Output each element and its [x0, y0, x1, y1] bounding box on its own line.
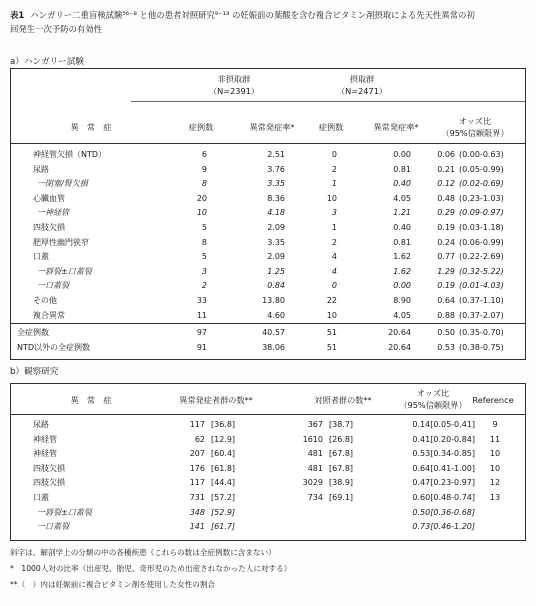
section-a-heading: a）ハンガリー試験: [10, 57, 85, 67]
rate-unexposed: 3.35: [267, 237, 285, 247]
rate-unexposed: 2.51: [267, 150, 285, 159]
case-count: 731: [189, 493, 205, 502]
confidence-interval: (0.05-0.99): [459, 164, 504, 174]
reference-number: 10: [489, 463, 501, 473]
odds-ratio-ci: 0.53[0.34-0.85]: [412, 449, 475, 459]
anomaly-name: 四肢欠損: [33, 223, 65, 232]
reference-number: 10: [489, 449, 501, 459]
odds-ratio: 0.24: [437, 237, 455, 247]
reference-number: 11: [489, 434, 501, 444]
confidence-interval: (0.23-1.03): [459, 193, 504, 203]
rate-unexposed: 8.36: [267, 193, 285, 203]
total-cases-unexposed: 91: [196, 343, 207, 352]
table-row: [11, 147, 525, 162]
table-row: [11, 446, 525, 461]
confidence-interval: (0.02-0.69): [459, 179, 504, 189]
rate-exposed: 0.40: [393, 179, 411, 189]
rate-exposed: 1.62: [393, 266, 411, 276]
rate-unexposed: 3.76: [267, 164, 285, 174]
observational-studies-table: [10, 383, 526, 541]
table-row: [11, 461, 525, 476]
odds-ratio-ci: 0.60[0.48-0.74]: [412, 493, 475, 502]
case-proportion: [36.8]: [211, 420, 236, 429]
control-count: 734: [307, 493, 323, 502]
cases-unexposed: 2: [201, 281, 207, 291]
table-row: [11, 235, 525, 250]
footnote-rate: * 1000人対の比率（出産児、胎児、奇形児のため出産されなかった人に対する）: [10, 564, 292, 573]
odds-ratio-ci: 0.73[0.46-1.20]: [412, 522, 475, 532]
control-proportion: [26.8]: [329, 434, 354, 444]
total-rate-exposed: 20.64: [388, 343, 411, 352]
rate-exposed: 8.90: [393, 296, 411, 305]
case-count: 62: [194, 434, 205, 444]
odds-ratio: 0.64: [437, 296, 455, 305]
control-proportion: [67.8]: [329, 449, 354, 459]
b-col-or-header: オッズ比: [416, 388, 450, 398]
odds-ratio-ci: 0.41[0.20-0.84]: [412, 434, 475, 444]
cases-unexposed: 5: [201, 223, 207, 232]
table-row: [11, 475, 525, 490]
cases-unexposed: 9: [201, 164, 207, 174]
anomaly-name: 尿路: [33, 420, 49, 429]
case-proportion: [52.9]: [211, 507, 236, 517]
case-proportion: [44.4]: [211, 478, 236, 488]
confidence-interval: (0.00-0.63): [459, 150, 504, 159]
odds-ratio-ci: 0.47[0.23-0.97]: [412, 478, 475, 488]
reference-number: 9: [492, 420, 498, 429]
cases-exposed: 0: [331, 281, 337, 291]
total-odds-ratio: 0.53: [437, 343, 455, 352]
confidence-interval: (0.37-2.07): [459, 310, 504, 320]
case-proportion: [57.2]: [211, 493, 236, 502]
anomaly-name: 口蓋: [33, 252, 49, 262]
anomaly-name: 口蓋: [33, 493, 49, 502]
cases-unexposed: 20: [196, 193, 207, 203]
case-count: 348: [189, 507, 205, 517]
anomaly-name: 四肢欠損: [33, 463, 65, 473]
b-col-ctrl-header: 対照者群の数**: [314, 395, 372, 405]
odds-ratio: 0.88: [437, 310, 455, 320]
control-proportion: [38.7]: [329, 420, 354, 429]
rate-unexposed: 2.09: [267, 223, 285, 232]
control-count: 367: [307, 420, 323, 429]
cases-exposed: 1: [331, 179, 337, 189]
hungarian-trial-table: [10, 68, 526, 360]
col-or-header: オッズ比: [458, 116, 492, 126]
case-proportion: [61.7]: [211, 522, 236, 532]
rate-unexposed: 0.84: [267, 281, 285, 291]
rate-unexposed: 2.09: [267, 252, 285, 262]
odds-ratio-ci: 0.50[0.36-0.68]: [412, 507, 475, 517]
b-col-or-ci-header: （95%信頼限界）: [399, 400, 467, 410]
header-rule: [11, 143, 525, 144]
table-row: [11, 519, 525, 534]
total-name: 全症例数: [17, 328, 49, 337]
cases-exposed: 10: [326, 310, 337, 320]
group2-n: （N=2471）: [336, 86, 388, 96]
totals-rule: [11, 323, 525, 324]
table-row: [11, 264, 525, 279]
rate-exposed: 1.21: [393, 208, 411, 218]
total-row: [11, 325, 525, 340]
anomaly-name: 神経管欠損（NTD）: [33, 150, 107, 159]
total-rate-unexposed: 40.57: [262, 328, 285, 337]
cases-unexposed: 5: [201, 252, 207, 262]
group1-label: 非摂取群: [217, 74, 251, 84]
rate-unexposed: 4.18: [267, 208, 285, 218]
anomaly-name: 心臓血管: [33, 193, 65, 203]
table-row: [11, 176, 525, 191]
odds-ratio: 0.19: [437, 281, 455, 291]
rate-exposed: 0.40: [393, 223, 411, 232]
rate-exposed: 0.81: [393, 164, 411, 174]
case-count: 176: [189, 463, 205, 473]
table-row: [11, 220, 525, 235]
anomaly-name: 一唇裂±口蓋裂: [37, 266, 92, 276]
caption-line-2: 回発生一次予防の有効性: [10, 24, 103, 34]
rate-unexposed: 1.25: [267, 266, 285, 276]
table-row: [11, 490, 525, 505]
confidence-interval: (0.01-4.03): [459, 281, 504, 291]
odds-ratio: 0.48: [437, 193, 455, 203]
anomaly-name: 四肢欠損: [33, 478, 65, 488]
case-count: 117: [189, 478, 205, 488]
control-count: 3029: [302, 478, 323, 488]
cases-exposed: 2: [331, 164, 337, 174]
case-count: 141: [189, 522, 205, 532]
total-row: [11, 340, 525, 355]
odds-ratio-ci: 0.64[0.41-1.00]: [412, 463, 475, 473]
anomaly-name: その他: [33, 296, 57, 305]
case-count: 117: [189, 420, 205, 429]
b-col-anomaly-header: 異 常 症: [70, 395, 112, 405]
odds-ratio: 0.19: [437, 223, 455, 232]
b-col-case-header: 異常発症者群の数**: [179, 395, 253, 405]
b-header-rule: [11, 414, 525, 415]
cases-exposed: 4: [331, 252, 337, 262]
cases-exposed: 0: [331, 150, 337, 159]
total-cases-unexposed: 97: [196, 328, 207, 337]
odds-ratio-ci: 0.14[0.05-0.41]: [412, 420, 475, 429]
confidence-interval: (0.22-2.69): [459, 252, 504, 262]
rate-unexposed: 3.35: [267, 179, 285, 189]
total-cases-exposed: 51: [326, 343, 337, 352]
table-row: [11, 191, 525, 206]
anomaly-name: 肥厚性幽門狭窄: [33, 237, 89, 247]
cases-exposed: 10: [326, 193, 337, 203]
anomaly-name: 神経管: [33, 434, 57, 444]
odds-ratio: 0.77: [437, 252, 455, 262]
cases-exposed: 22: [326, 296, 337, 305]
table-row: [11, 205, 525, 220]
b-col-ref-header: Reference: [472, 395, 514, 405]
confidence-interval: (0.37-1.10): [459, 296, 504, 305]
table-row: [11, 249, 525, 264]
total-rate-unexposed: 38.06: [262, 343, 285, 352]
col-cases2-header: 症例数: [318, 122, 344, 132]
table-row: [11, 308, 525, 323]
case-proportion: [61.8]: [211, 463, 236, 473]
anomaly-name: 一唇裂±口蓋裂: [37, 507, 92, 517]
odds-ratio: 0.06: [437, 150, 455, 159]
table-row: [11, 505, 525, 520]
confidence-interval: (0.09-0.97): [459, 208, 504, 218]
rate-exposed: 4.05: [393, 193, 411, 203]
odds-ratio: 0.21: [437, 164, 455, 174]
rate-exposed: 1.62: [393, 252, 411, 262]
rate-unexposed: 13.80: [262, 296, 285, 305]
odds-ratio: 0.29: [437, 208, 455, 218]
control-count: 481: [307, 463, 323, 473]
table-row: [11, 417, 525, 432]
col-rate1-header: 異常発症率*: [249, 122, 295, 132]
confidence-interval: (0.32-5.22): [459, 266, 504, 276]
col-rate2-header: 異常発症率*: [373, 122, 419, 132]
section-b-heading: b）観察研究: [10, 367, 59, 377]
control-count: 481: [307, 449, 323, 459]
rate-exposed: 4.05: [393, 310, 411, 320]
group2-label: 摂取群: [349, 74, 375, 84]
reference-number: 13: [489, 493, 501, 502]
cases-exposed: 1: [331, 223, 337, 232]
cases-unexposed: 10: [196, 208, 207, 218]
reference-number: 12: [489, 478, 501, 488]
cases-exposed: 2: [331, 237, 337, 247]
table-label: 表1: [10, 10, 25, 20]
anomaly-name: 一口蓋裂: [37, 281, 69, 291]
odds-ratio: 1.29: [437, 266, 455, 276]
anomaly-name: 一口蓋裂: [37, 522, 69, 532]
cases-exposed: 3: [331, 208, 337, 218]
table-caption: [10, 8, 526, 36]
table-row: [11, 293, 525, 308]
total-name: NTD以外の全症例数: [17, 343, 91, 352]
odds-ratio: 0.12: [437, 179, 455, 189]
control-proportion: [69.1]: [329, 493, 354, 502]
table-row: [11, 278, 525, 293]
cases-unexposed: 11: [196, 310, 207, 320]
rate-exposed: 0.00: [393, 150, 411, 159]
col-cases1-header: 症例数: [188, 122, 214, 132]
cases-unexposed: 3: [201, 266, 207, 276]
total-confidence-interval: (0.35-0.70): [459, 328, 504, 337]
case-count: 207: [189, 449, 205, 459]
cases-exposed: 4: [331, 266, 337, 276]
control-proportion: [38.9]: [329, 478, 354, 488]
control-count: 1610: [302, 434, 323, 444]
group1-n: （N=2391）: [208, 86, 260, 96]
anomaly-name: 複合異常: [33, 310, 65, 320]
confidence-interval: (0.06-0.99): [459, 237, 504, 247]
cases-unexposed: 6: [201, 150, 207, 159]
anomaly-name: 尿路: [33, 164, 49, 174]
total-rate-exposed: 20.64: [388, 328, 411, 337]
cases-unexposed: 8: [201, 237, 207, 247]
case-proportion: [12.9]: [211, 434, 236, 444]
confidence-interval: (0.03-1.18): [459, 223, 504, 232]
anomaly-name: 一閉塞/腎欠損: [37, 179, 88, 189]
total-odds-ratio: 0.50: [437, 328, 455, 337]
anomaly-name: 一神経管: [37, 208, 69, 218]
table-row: [11, 162, 525, 177]
col-or-ci-header: （95%信頼限界）: [441, 128, 509, 138]
rate-unexposed: 4.60: [267, 310, 285, 320]
anomaly-name: 神経管: [33, 449, 57, 459]
table-row: [11, 432, 525, 447]
cases-unexposed: 8: [201, 179, 207, 189]
footnote-italic: 斜字は、解剖学上の分類の中の各種疾患（これらの数は全症例数に含まない）: [10, 548, 276, 557]
total-cases-exposed: 51: [326, 328, 337, 337]
col-anomaly-header: 異 常 症: [70, 122, 112, 132]
footnote-proportion: **（ ）内は妊娠前に複合ビタミン剤を使用した女性の割合: [10, 580, 216, 589]
caption-line-1: ハンガリー二重盲検試験⁵⁶⁻⁸ と他の患者対照研究⁹⁻¹³ の妊娠前の葉酸を含む複合ビタミン剤摂取による先天性異常の初: [30, 10, 475, 20]
rate-exposed: 0.00: [393, 281, 411, 291]
control-proportion: [67.8]: [329, 463, 354, 473]
cases-unexposed: 33: [196, 296, 207, 305]
rate-exposed: 0.81: [393, 237, 411, 247]
total-confidence-interval: (0.38-0.75): [459, 343, 504, 352]
group-rule: [131, 101, 525, 102]
case-proportion: [60.4]: [211, 449, 236, 459]
